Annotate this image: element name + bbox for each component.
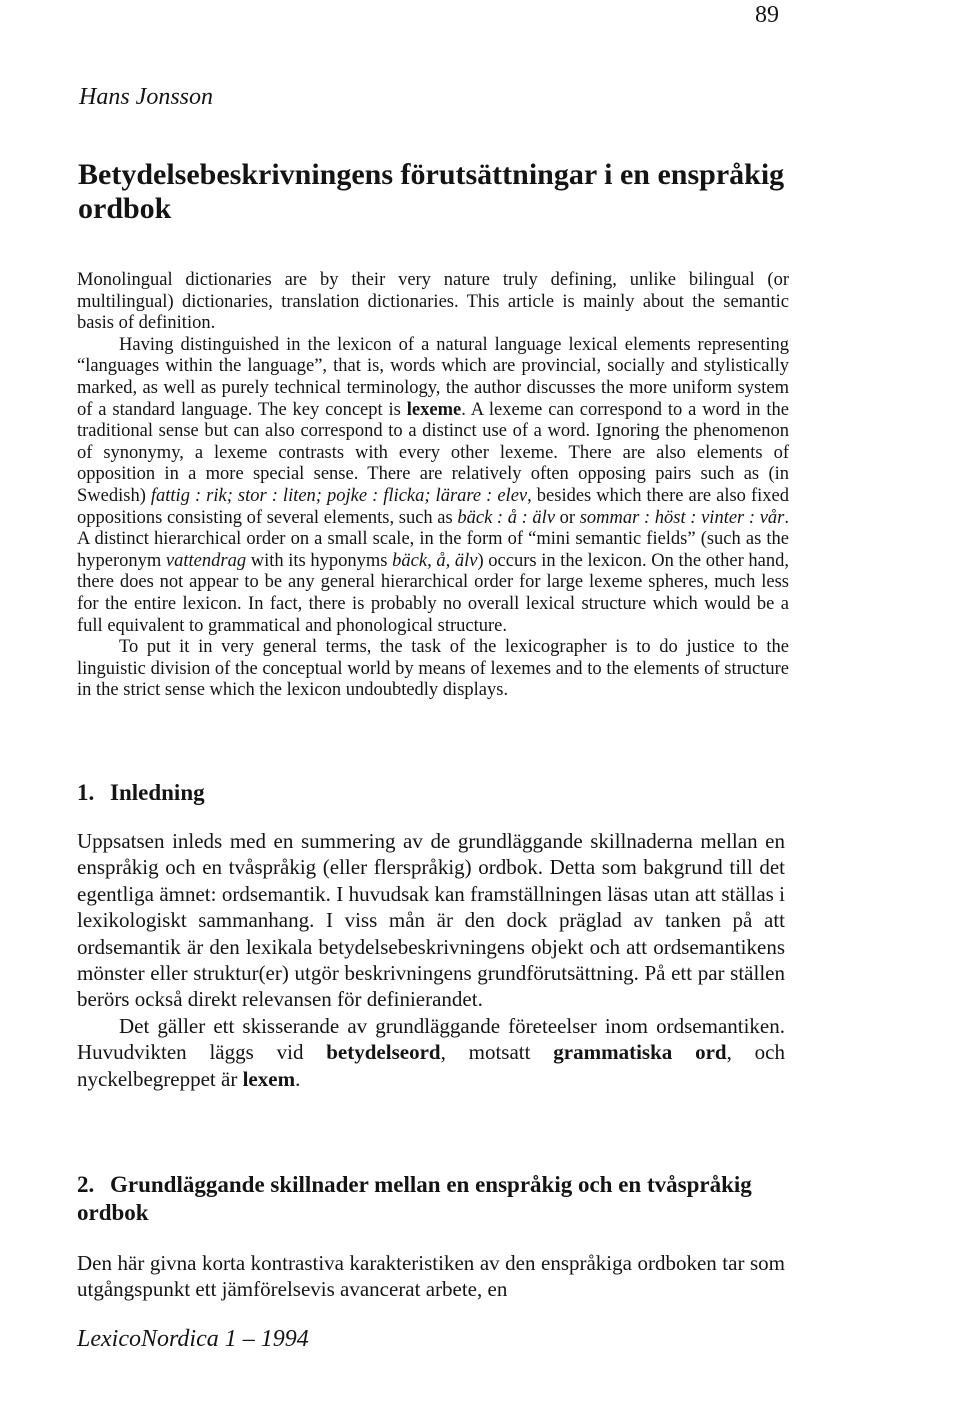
term-lexem: lexem — [242, 1066, 296, 1091]
article-title: Betydelsebeskrivningens förutsättningar i en enspråkig ordbok — [78, 158, 785, 225]
section-1-paragraph-2: Det gäller ett skisserande av grundläggande företeelser inom ordsemantiken. Huvudvikten läggs vid betydelseord, motsatt grammatiska ord, och nyckelbegreppet är lexem. — [77, 1013, 785, 1091]
abstract — [77, 270, 789, 702]
author-name: Hans Jonsson — [79, 84, 214, 110]
opposition-example-2: sommar : höst : vinter : vår — [579, 507, 785, 528]
section-2-heading: 2. Grundläggande skillnader mellan en enspråkig och en tvåspråkig ordbok — [77, 1172, 752, 1225]
hyperonym-example: vattendrag — [165, 550, 247, 571]
hyponyms-example: bäck, å, älv — [392, 550, 478, 571]
abstract-paragraph-1: Monolingual dictionaries are by their very nature truly defining, unlike bilingual (or multilingual) dictionaries, translation dictionaries. This article is mainly about the semantic basis of definition. — [77, 270, 789, 334]
page-number: 89 — [755, 2, 779, 28]
journal-footer: LexicoNordica 1 – 1994 — [77, 1326, 309, 1352]
section-1-heading: 1. Inledning — [77, 780, 205, 805]
section-1-paragraph-1: Uppsatsen inleds med en summering av de grundläggande skillnaderna mellan en enspråkig och en tvåspråkig (eller flerspråkig) ordbok. Detta som bakgrund till det egentliga ämnet: ordsemantik. I huvudsak kan framställningen läsas utan att ställas i lexikologiskt sammanhang. I viss mån är den dock präglad av tanken på att ordsemantik är den lexikala betydelsebeskrivningens objekt och att ordsemantikens mönster eller struktur(er) utgör beskrivningens grundförutsättning. På ett par ställen berörs också direkt relevansen för definierandet. — [77, 829, 785, 1012]
abstract-paragraph-3: To put it in very general terms, the task of the lexicographer is to do justice to the linguistic division of the conceptual world by means of lexemes and to the elements of structure in the strict sense which the lexicon undoubtedly displays. — [77, 637, 789, 701]
section-1-body — [77, 828, 785, 1092]
opposing-pairs-example: fattig : rik; stor : liten; pojke : flicka; lärare : elev — [150, 485, 528, 506]
term-grammatiska-ord: grammatiska ord — [553, 1040, 727, 1065]
opposition-example-1: bäck : å : älv — [457, 507, 556, 528]
section-2-body — [77, 1250, 785, 1303]
key-concept-term: lexeme — [406, 399, 462, 420]
section-2-paragraph-1: Den här givna korta kontrastiva karakteristiken av den enspråkiga ordboken tar som utgångspunkt ett jämförelsevis avancerat arbete, en — [77, 1251, 785, 1302]
abstract-paragraph-2: Having distinguished in the lexicon of a natural language lexical elements representing “languages within the language”, that is, words which are provincial, socially and stylistically marked, as well as purely technical terminology, the author discusses the more uniform system of a standard language. The key concept is lexeme. A lexeme can correspond to a word in the traditional sense but can also correspond to a distinct use of a word. Ignoring the phenomenon of synonymy, a lexeme contrasts with every other lexeme. There are also elements of opposition in a more special sense. There are relatively often opposing pairs such as (in Swedish) fattig : rik; stor : liten; pojke : flicka; lärare : elev, besides which there are also fixed oppositions consisting of several elements, such as bäck : å : älv or sommar : höst : vinter : vår. A distinct hierarchical order on a small scale, in the form of “mini semantic fields” (such as the hyperonym vattendrag with its hyponyms bäck, å, älv) occurs in the lexicon. On the other hand, there does not appear to be any general hierarchical order for large lexeme spheres, much less for the entire lexicon. In fact, there is probably no overall lexical structure which would be a full equivalent to grammatical and phonological structure. — [77, 334, 789, 636]
term-betydelseord: betydelseord — [326, 1040, 441, 1065]
